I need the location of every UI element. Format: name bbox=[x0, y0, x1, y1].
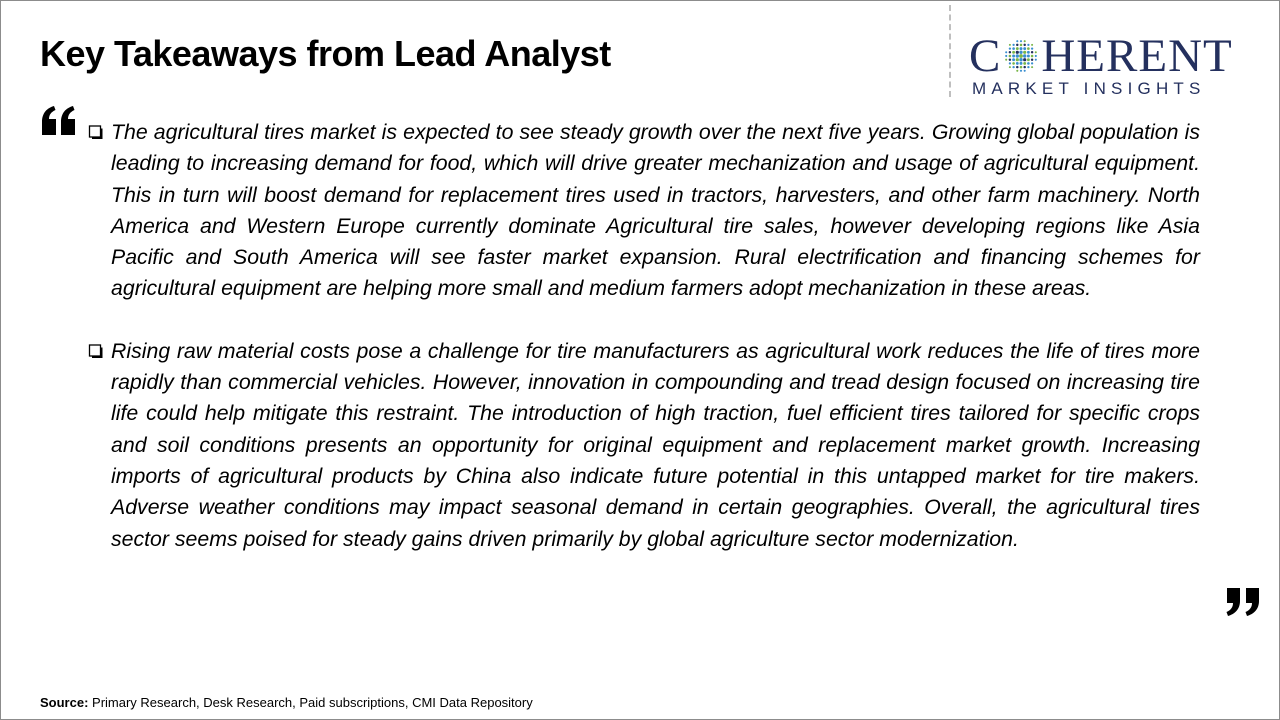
globe-dot bbox=[1009, 47, 1011, 49]
checkbox-bullet-icon bbox=[88, 344, 103, 359]
source-text: Primary Research, Desk Research, Paid subscriptions, CMI Data Repository bbox=[88, 695, 533, 710]
page-title: Key Takeaways from Lead Analyst bbox=[40, 33, 611, 74]
logo-tagline: MARKET INSIGHTS bbox=[972, 79, 1206, 98]
header-divider bbox=[949, 5, 951, 97]
globe-dot bbox=[1028, 44, 1030, 46]
globe-dot bbox=[1017, 40, 1019, 42]
globe-dot bbox=[1031, 66, 1033, 68]
globe-dot bbox=[1024, 47, 1027, 50]
globe-dot bbox=[1031, 47, 1033, 49]
globe-dot bbox=[1005, 55, 1007, 57]
globe-dot bbox=[1035, 59, 1037, 61]
globe-dot bbox=[1006, 51, 1008, 53]
globe-dot bbox=[1027, 58, 1030, 61]
globe-dot bbox=[1023, 54, 1026, 57]
company-logo bbox=[969, 31, 1261, 101]
globe-dot bbox=[1027, 47, 1030, 50]
globe-dot bbox=[1016, 62, 1019, 65]
globe-dot bbox=[1024, 66, 1026, 68]
globe-dot bbox=[1016, 47, 1019, 50]
globe-dot bbox=[1012, 55, 1015, 58]
globe-dot bbox=[1016, 44, 1018, 46]
open-quote-icon bbox=[41, 105, 77, 137]
globe-dot bbox=[1023, 51, 1026, 54]
globe-dot bbox=[1017, 70, 1019, 72]
globe-dot bbox=[1009, 44, 1011, 46]
globe-dot bbox=[1024, 70, 1026, 72]
globe-dot bbox=[1016, 54, 1019, 57]
globe-dot bbox=[1031, 62, 1033, 64]
globe-dot bbox=[1028, 66, 1030, 68]
logo-wordmark bbox=[969, 31, 1233, 85]
globe-dot bbox=[1016, 58, 1019, 61]
logo-wordmark-left: C bbox=[969, 30, 1002, 82]
globe-dot bbox=[1024, 40, 1026, 42]
globe-dot bbox=[1024, 62, 1027, 65]
takeaways-body bbox=[87, 117, 1200, 555]
globe-dot bbox=[1020, 51, 1023, 54]
globe-dot bbox=[1020, 47, 1023, 50]
globe-dot bbox=[1016, 66, 1018, 68]
logo-wordmark-right: HERENT bbox=[1041, 30, 1233, 82]
globe-dot bbox=[1020, 62, 1023, 65]
globe-dot bbox=[1020, 66, 1023, 69]
globe-dot bbox=[1027, 55, 1030, 58]
source-note bbox=[40, 695, 533, 710]
globe-dot bbox=[1031, 51, 1033, 53]
checkbox-bullet-icon bbox=[88, 125, 103, 140]
globe-dot bbox=[1013, 44, 1015, 46]
globe-dot bbox=[1031, 44, 1033, 46]
globe-dot bbox=[1009, 51, 1011, 53]
globe-dot bbox=[1020, 40, 1022, 42]
globe-dot bbox=[1013, 47, 1016, 50]
globe-dot bbox=[1013, 58, 1016, 61]
globe-dot bbox=[1020, 44, 1023, 47]
globe-dot bbox=[1009, 62, 1011, 64]
globe-dot bbox=[1019, 54, 1023, 58]
globe-dot bbox=[1027, 62, 1030, 65]
takeaway-item bbox=[87, 336, 1200, 555]
globe-dot bbox=[1027, 51, 1030, 54]
takeaway-text: Rising raw material costs pose a challenge for tire manufacturers as agricultural work reduces the life of tires more rapidly than commercial vehicles. However, innovation in compounding and tread design focused on increasing tire life could help mitigate this restraint. The introduction of high traction, fuel efficient tires tailored for specific crops and soil conditions presents an opportunity for original equipment and replacement market growth. Increasing imports of agricultural products by China also indicate future potential in this untapped market for tire makers. Adverse weather conditions may impact seasonal demand in certain geographies. Overall, the agricultural tires sector seems poised for steady gains driven primarily by global agriculture sector modernization. bbox=[111, 338, 1200, 551]
dotted-globe-icon bbox=[1002, 35, 1040, 85]
close-quote-icon bbox=[1225, 587, 1261, 617]
globe-dot bbox=[1009, 58, 1011, 60]
globe-dot bbox=[1013, 51, 1016, 54]
globe-dot bbox=[1013, 66, 1015, 68]
globe-dot bbox=[1024, 44, 1026, 46]
globe-dot bbox=[1031, 55, 1034, 58]
globe-dot bbox=[1016, 51, 1019, 54]
source-label: Source: bbox=[40, 695, 89, 710]
globe-dot bbox=[1009, 55, 1012, 58]
takeaway-item bbox=[87, 117, 1200, 305]
globe-dot bbox=[1023, 58, 1026, 61]
globe-dot bbox=[1035, 51, 1037, 53]
globe-dot bbox=[1013, 62, 1016, 65]
takeaway-text: The agricultural tires market is expected to see steady growth over the next five years. Growing global population is leading to increasing demand for food, which will drive greater mechanization and usage of agricultural equipment. This in turn will boost demand for replacement tires used in tractors, harvesters, and other farm machinery. North America and Western Europe currently dominate Agricultural tire sales, however developing regions like Asia Pacific and South America will see faster market expansion. Rural electrification and financing schemes for agricultural equipment are helping more small and medium farmers adopt mechanization in these areas. bbox=[111, 120, 1200, 301]
globe-dot bbox=[1031, 58, 1033, 60]
globe-dot bbox=[1035, 55, 1037, 57]
globe-dot bbox=[1006, 59, 1008, 61]
globe-dot bbox=[1020, 58, 1023, 61]
globe-dot bbox=[1009, 66, 1011, 68]
globe-dot bbox=[1020, 70, 1022, 72]
